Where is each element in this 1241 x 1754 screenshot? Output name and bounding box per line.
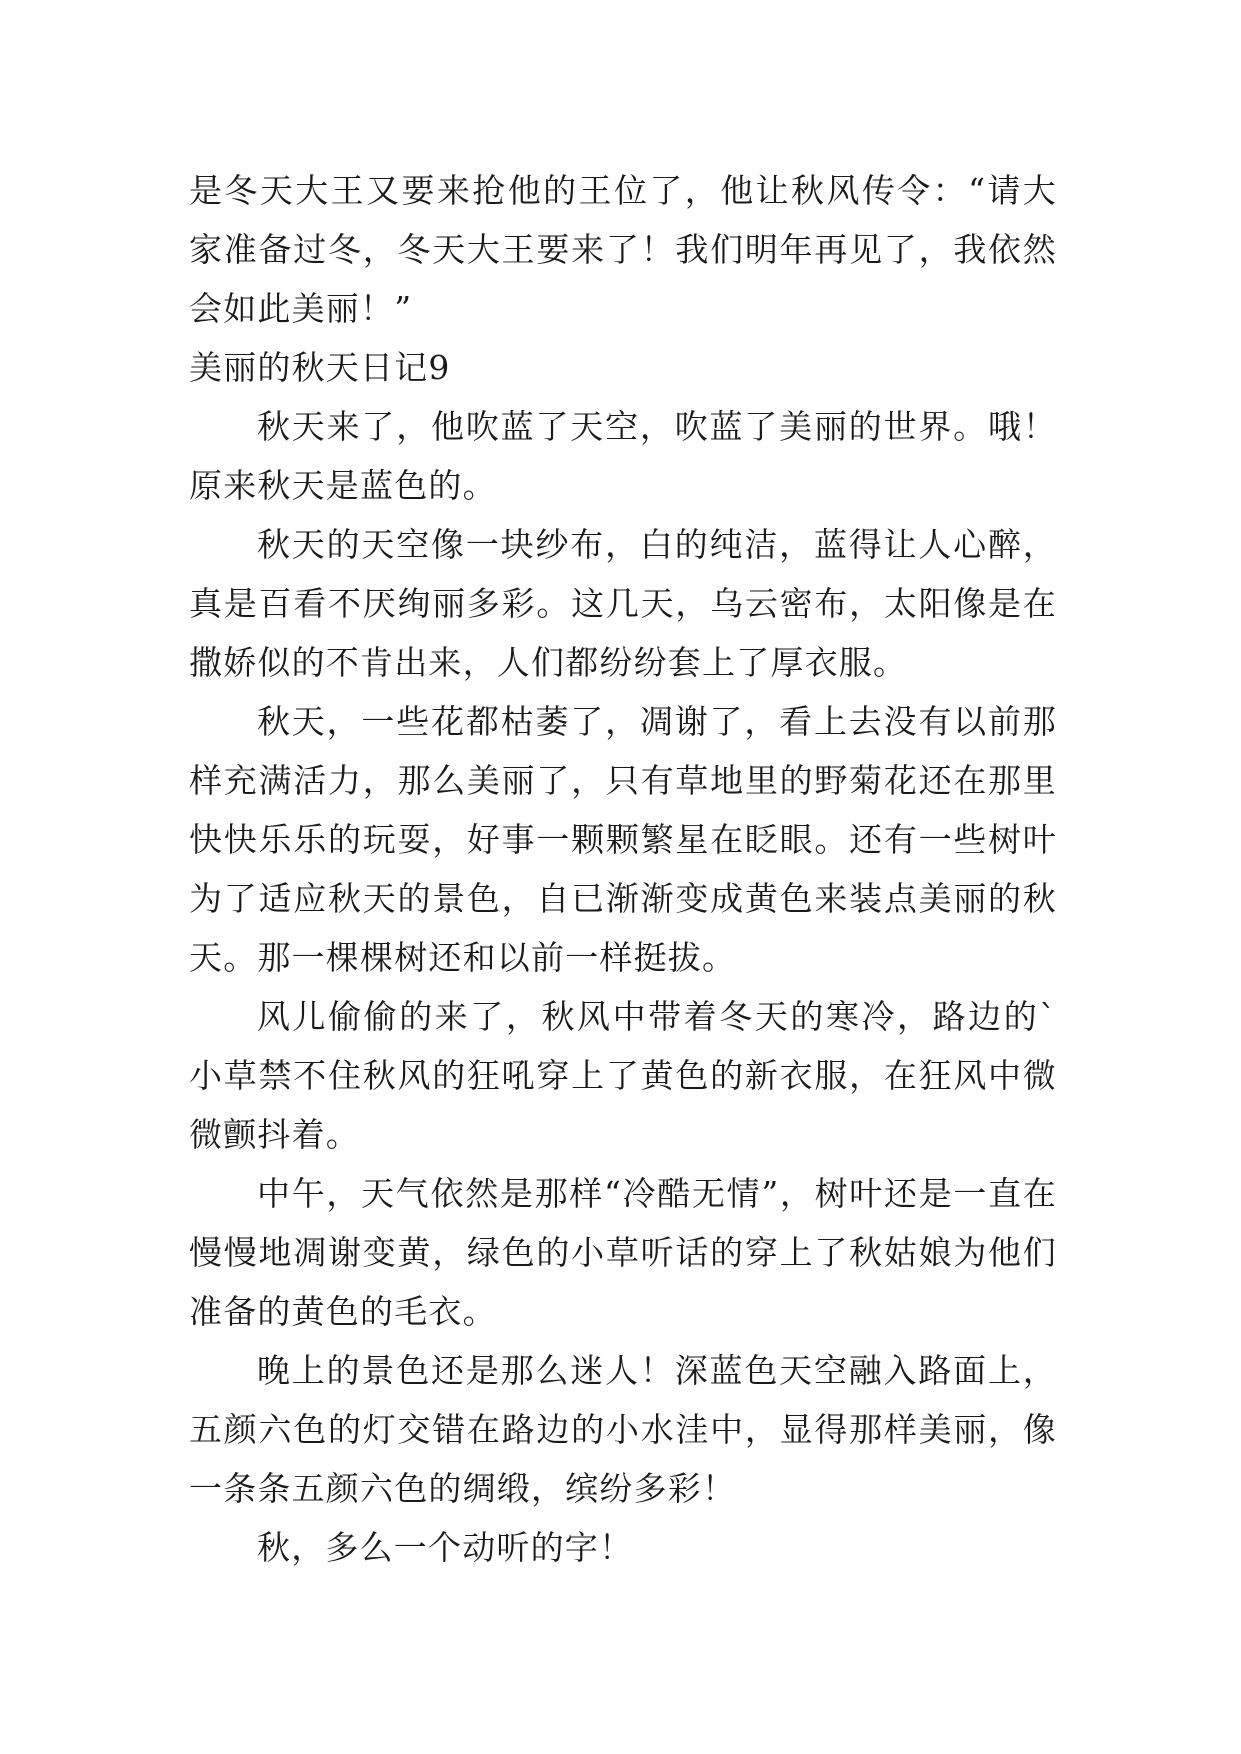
paragraph-6: 晚上的景色还是那么迷人！深蓝色天空融入路面上，五颜六色的灯交错在路边的小水洼中，显得那样美丽，像一条条五颜六色的绸缎，缤纷多彩！ — [189, 1351, 1057, 1508]
paragraph-1: 秋天来了，他吹蓝了天空，吹蓝了美丽的世界。哦！原来秋天是蓝色的。 — [189, 407, 1057, 505]
paragraph-2: 秋天的天空像一块纱布，白的纯洁，蓝得让人心醉，真是百看不厌绚丽多彩。这几天，乌云密布，太阳像是在撒娇似的不肯出来，人们都纷纷套上了厚衣服。 — [189, 525, 1057, 682]
paragraph-3: 秋天，一些花都枯萎了，凋谢了，看上去没有以前那样充满活力，那么美丽了，只有草地里的野菊花还在那里快快乐乐的玩耍，好事一颗颗繁星在眨眼。还有一些树叶为了适应秋天的景色，自已渐渐变成黄色来装点美丽的秋天。那一棵棵树还和以前一样挺拔。 — [189, 702, 1057, 977]
paragraph-5: 中午，天气依然是那样“冷酷无情”，树叶还是一直在慢慢地凋谢变黄，绿色的小草听话的穿上了秋姑娘为他们准备的黄色的毛衣。 — [189, 1174, 1057, 1331]
paragraph-7: 秋，多么一个动听的字！ — [257, 1528, 634, 1567]
section-title: 美丽的秋天日记9 — [189, 348, 451, 387]
document-body — [189, 161, 1057, 1577]
paragraph-4: 风儿偷偷的来了，秋风中带着冬天的寒冷，路边的`小草禁不住秋风的狂吼穿上了黄色的新衣服，在狂风中微微颤抖着。 — [189, 997, 1057, 1154]
continued-paragraph: 是冬天大王又要来抢他的王位了，他让秋风传令：“请大家准备过冬，冬天大王要来了！我们明年再见了，我依然会如此美丽！” — [189, 171, 1057, 328]
